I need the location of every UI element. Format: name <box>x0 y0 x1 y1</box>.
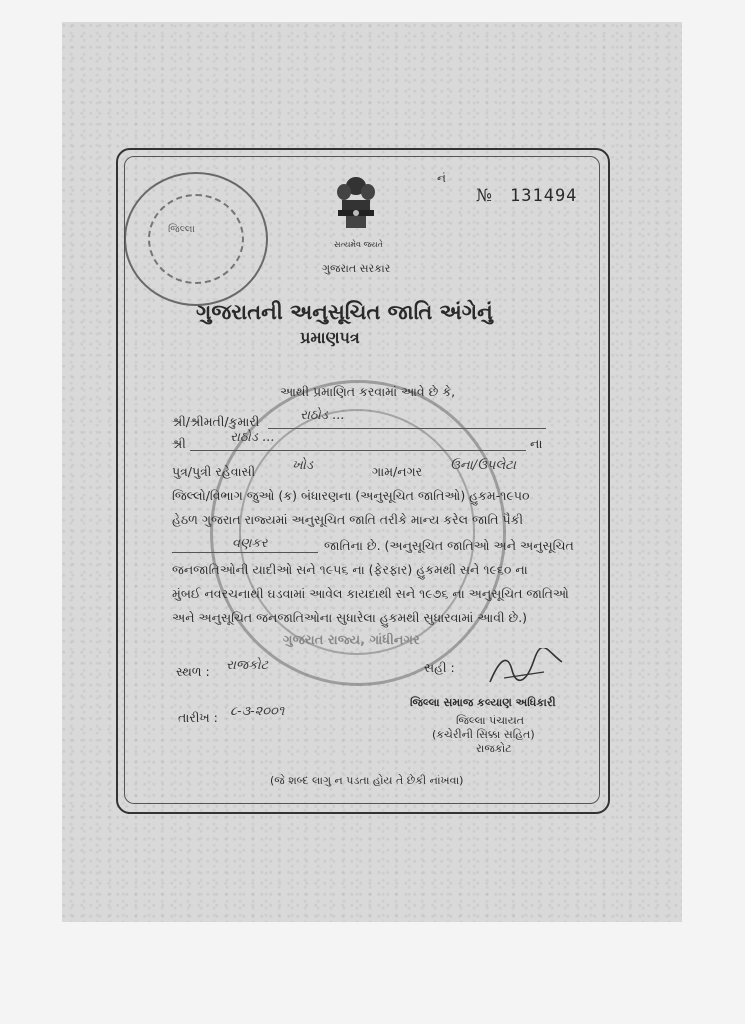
seal-top-text: જિલ્લા <box>168 224 195 235</box>
name-label: શ્રી/શ્રીમતી/કુમારી <box>172 414 260 429</box>
village-label: ગામ/નગર <box>372 464 423 479</box>
body-line-4: જનજાતિઓની યાદીઓ સને ૧૯૫૬ ના (ફેરફાર) હુકમથી સને ૧૯૬૦ ના <box>172 562 528 577</box>
father-suffix: ના <box>530 436 543 451</box>
name-value: રાઠોડ ... <box>300 408 345 423</box>
officer-line-3: (કચેરીની સિક્કા સહિત) <box>432 728 535 741</box>
date-value: ૮-૩-૨૦૦૧ <box>230 704 285 719</box>
officer-title: જિલ્લા સમાજ કલ્યાણ અધિકારી <box>410 696 556 709</box>
caste-underline <box>172 552 318 553</box>
place-label: સ્થળ : <box>176 664 210 679</box>
place-value: રાજકોટ <box>226 658 269 673</box>
body-line-6: અને અનુસૂચિત જનજાતિઓના સુધારેલા હુકમથી સુધારવામાં આવી છે.) <box>172 610 528 625</box>
top-left-seal <box>124 172 268 306</box>
father-underline <box>190 450 526 451</box>
intro-text: આથી પ્રમાણિત કરવામાં આવે છે કે, <box>280 384 456 399</box>
body-line-2: હેઠળ ગુજરાત રાજ્યમાં અનુસૂચિત જાતિ તરીકે માન્ય કરેલ જાતિ પૈકી <box>172 512 524 527</box>
father-label: શ્રી <box>172 436 186 451</box>
body-line-5: મુંબઈ નવરચનાથી ઘડવામાં આવેલ કાયદાથી સને ૧૯૭૬ ના અનુસૂચિત જાતિઓ <box>172 586 569 601</box>
caste-value: વણકર <box>232 536 268 551</box>
body-line-1: જિલ્લો/વિભાગ જુઓ (ક) બંધારણના (અનુસૂચિત જાતિઓ) હુકમ-૧૯૫૦ <box>172 488 530 503</box>
certificate-title: ગુજરાતની અનુસૂચિત જાતિ અંગેનું <box>196 300 493 324</box>
name-underline <box>268 428 546 429</box>
date-label: તારીખ : <box>178 710 218 725</box>
village-value: ઉના/ઉપલેટા <box>450 458 516 473</box>
government-name: ગુજરાત સરકાર <box>322 262 391 275</box>
officer-signature <box>486 648 566 688</box>
number-mark: નં <box>437 171 446 185</box>
signature-label: સહી : <box>424 660 455 675</box>
resident-label: પુત્ર/પુત્રી રહેવાસી <box>172 464 256 479</box>
resident-value: ખોડ <box>292 458 314 473</box>
emblem-motto: સત્યમેવ જયતે <box>334 240 383 249</box>
officer-line-4: રાજકોટ <box>476 742 512 755</box>
certificate-subtitle: પ્રમાણપત્ર <box>300 328 360 347</box>
seal-big-text: ગુજરાત રાજ્ય, ગાંધીનગર <box>283 633 420 648</box>
certificate-number: 131494 <box>510 186 578 206</box>
officer-line-2: જિલ્લા પંચાયત <box>456 714 525 727</box>
national-emblem-icon <box>328 172 384 242</box>
body-line-3: જાતિના છે. (અનુસૂચિત જાતિઓ અને અનુસૂચિત <box>324 538 574 553</box>
number-label: № <box>476 186 493 206</box>
footer-note: (જે શબ્દ લાગુ ન પડતા હોય તે છેકી નાંખવા) <box>270 774 464 787</box>
father-value: રાઠોડ ... <box>230 430 275 445</box>
